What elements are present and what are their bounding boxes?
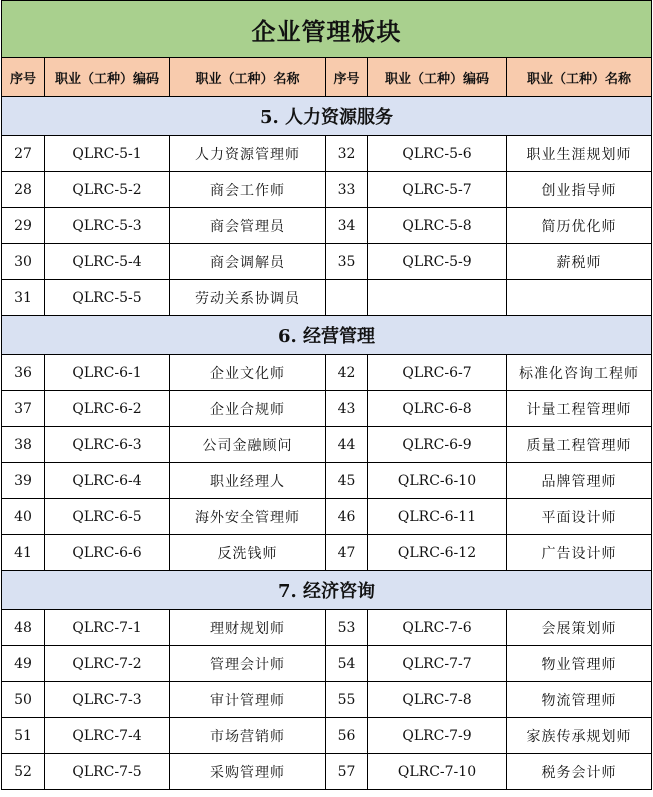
cell-code: QLRC-5-8 <box>368 208 507 244</box>
table-row <box>2 355 652 391</box>
cell-code: QLRC-6-6 <box>45 535 170 571</box>
column-header-name: 职业（工种）名称 <box>170 58 326 97</box>
table-row <box>2 754 652 790</box>
header-row <box>2 58 652 97</box>
cell-name: 计量工程管理师 <box>507 391 652 427</box>
cell-index: 55 <box>326 682 368 718</box>
column-header-index: 序号 <box>326 58 368 97</box>
cell-index: 44 <box>326 427 368 463</box>
cell-name: 会展策划师 <box>507 610 652 646</box>
table-row <box>2 280 652 316</box>
cell-code: QLRC-6-4 <box>45 463 170 499</box>
cell-index: 32 <box>326 136 368 172</box>
cell-code: QLRC-5-9 <box>368 244 507 280</box>
table-row <box>2 610 652 646</box>
cell-code: QLRC-6-7 <box>368 355 507 391</box>
cell-index: 49 <box>2 646 45 682</box>
cell-index: 35 <box>326 244 368 280</box>
cell-index: 39 <box>2 463 45 499</box>
cell-name: 标准化咨询工程师 <box>507 355 652 391</box>
cell-code: QLRC-5-5 <box>45 280 170 316</box>
title-row <box>2 1 652 58</box>
section-row <box>2 571 652 610</box>
cell-name: 薪税师 <box>507 244 652 280</box>
cell-code: QLRC-5-6 <box>368 136 507 172</box>
cell-code: QLRC-6-12 <box>368 535 507 571</box>
cell-name: 职业经理人 <box>170 463 326 499</box>
column-header-name: 职业（工种）名称 <box>507 58 652 97</box>
table-row <box>2 682 652 718</box>
table-row <box>2 391 652 427</box>
cell-code: QLRC-7-8 <box>368 682 507 718</box>
cell-name: 职业生涯规划师 <box>507 136 652 172</box>
cell-code: QLRC-6-5 <box>45 499 170 535</box>
cell-index: 38 <box>2 427 45 463</box>
cell-name: 劳动关系协调员 <box>170 280 326 316</box>
table-row <box>2 646 652 682</box>
cell-index: 56 <box>326 718 368 754</box>
cell-index: 40 <box>2 499 45 535</box>
cell-code: QLRC-5-1 <box>45 136 170 172</box>
cell-index: 53 <box>326 610 368 646</box>
cell-index: 41 <box>2 535 45 571</box>
cell-index: 50 <box>2 682 45 718</box>
cell-name: 企业合规师 <box>170 391 326 427</box>
column-header-index: 序号 <box>2 58 45 97</box>
cell-index: 48 <box>2 610 45 646</box>
cell-code: QLRC-7-2 <box>45 646 170 682</box>
cell-code: QLRC-6-9 <box>368 427 507 463</box>
cell-code: QLRC-7-9 <box>368 718 507 754</box>
cell-index: 36 <box>2 355 45 391</box>
cell-name: 市场营销师 <box>170 718 326 754</box>
cell-index: 29 <box>2 208 45 244</box>
cell-index: 51 <box>2 718 45 754</box>
cell-name: 物业管理师 <box>507 646 652 682</box>
cell-name: 平面设计师 <box>507 499 652 535</box>
cell-name: 审计管理师 <box>170 682 326 718</box>
table-row <box>2 463 652 499</box>
cell-index: 52 <box>2 754 45 790</box>
cell-name: 税务会计师 <box>507 754 652 790</box>
cell-index: 54 <box>326 646 368 682</box>
cell-code: QLRC-5-7 <box>368 172 507 208</box>
cell-name: 商会调解员 <box>170 244 326 280</box>
table-row <box>2 718 652 754</box>
cell-code: QLRC-6-3 <box>45 427 170 463</box>
cell-name: 广告设计师 <box>507 535 652 571</box>
cell-name: 质量工程管理师 <box>507 427 652 463</box>
section-row <box>2 316 652 355</box>
cell-index: 33 <box>326 172 368 208</box>
cell-code: QLRC-7-4 <box>45 718 170 754</box>
cell-code: QLRC-7-1 <box>45 610 170 646</box>
cell-index: 42 <box>326 355 368 391</box>
cell-name: 采购管理师 <box>170 754 326 790</box>
table-row <box>2 499 652 535</box>
section-heading: 6. 经营管理 <box>2 316 652 355</box>
cell-code: QLRC-7-10 <box>368 754 507 790</box>
cell-name: 企业文化师 <box>170 355 326 391</box>
cell-index <box>326 280 368 316</box>
cell-index: 27 <box>2 136 45 172</box>
cell-code: QLRC-7-7 <box>368 646 507 682</box>
cell-code: QLRC-6-8 <box>368 391 507 427</box>
page-title: 企业管理板块 <box>2 1 652 58</box>
cell-name: 理财规划师 <box>170 610 326 646</box>
column-header-code: 职业（工种）编码 <box>45 58 170 97</box>
cell-code: QLRC-6-1 <box>45 355 170 391</box>
cell-name <box>507 280 652 316</box>
cell-name: 简历优化师 <box>507 208 652 244</box>
table-row <box>2 244 652 280</box>
cell-name: 人力资源管理师 <box>170 136 326 172</box>
section-heading: 5. 人力资源服务 <box>2 97 652 136</box>
cell-index: 45 <box>326 463 368 499</box>
cell-name: 品牌管理师 <box>507 463 652 499</box>
cell-index: 47 <box>326 535 368 571</box>
cell-index: 30 <box>2 244 45 280</box>
section-heading: 7. 经济咨询 <box>2 571 652 610</box>
cell-index: 57 <box>326 754 368 790</box>
table-row <box>2 172 652 208</box>
cell-index: 34 <box>326 208 368 244</box>
cell-name: 商会管理员 <box>170 208 326 244</box>
cell-index: 31 <box>2 280 45 316</box>
cell-code: QLRC-6-10 <box>368 463 507 499</box>
cell-name: 公司金融顾问 <box>170 427 326 463</box>
cell-code: QLRC-6-11 <box>368 499 507 535</box>
cell-code: QLRC-7-6 <box>368 610 507 646</box>
cell-name: 物流管理师 <box>507 682 652 718</box>
cell-index: 43 <box>326 391 368 427</box>
cell-name: 创业指导师 <box>507 172 652 208</box>
cell-name: 家族传承规划师 <box>507 718 652 754</box>
section-row <box>2 97 652 136</box>
cell-name: 海外安全管理师 <box>170 499 326 535</box>
cell-index: 46 <box>326 499 368 535</box>
cell-code: QLRC-5-4 <box>45 244 170 280</box>
cell-index: 28 <box>2 172 45 208</box>
table-row <box>2 535 652 571</box>
cell-name: 反洗钱师 <box>170 535 326 571</box>
table-row <box>2 208 652 244</box>
occupation-table <box>1 0 652 790</box>
cell-code: QLRC-7-5 <box>45 754 170 790</box>
column-header-code: 职业（工种）编码 <box>368 58 507 97</box>
cell-name: 商会工作师 <box>170 172 326 208</box>
cell-code <box>368 280 507 316</box>
cell-name: 管理会计师 <box>170 646 326 682</box>
cell-code: QLRC-7-3 <box>45 682 170 718</box>
cell-index: 37 <box>2 391 45 427</box>
table-row <box>2 136 652 172</box>
cell-code: QLRC-5-3 <box>45 208 170 244</box>
table-row <box>2 427 652 463</box>
cell-code: QLRC-5-2 <box>45 172 170 208</box>
cell-code: QLRC-6-2 <box>45 391 170 427</box>
